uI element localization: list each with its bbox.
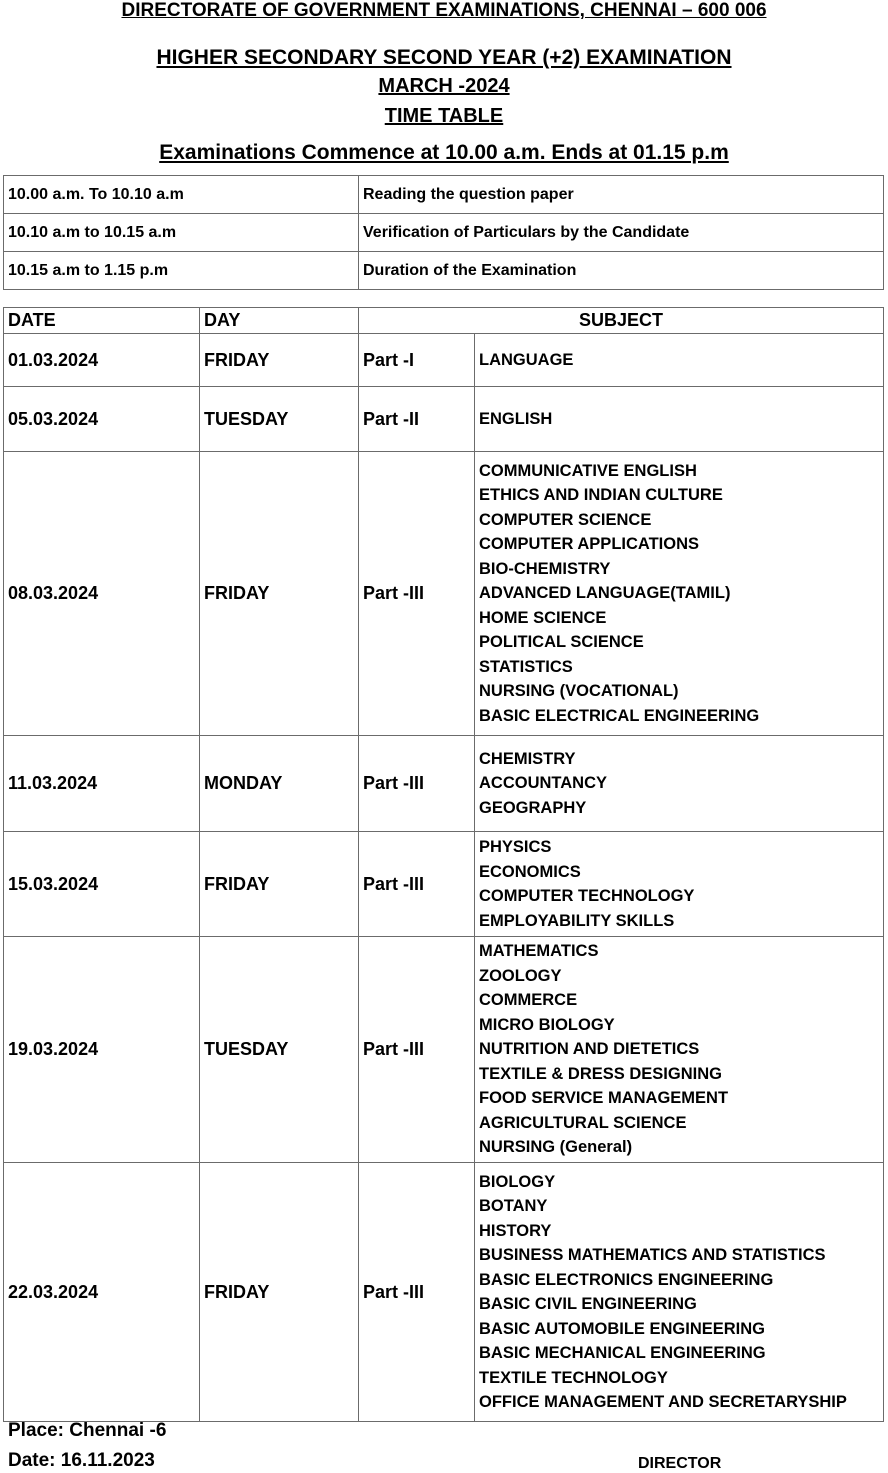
- subject-item: COMPUTER APPLICATIONS: [479, 535, 700, 554]
- exam-day: TUESDAY: [200, 937, 359, 1163]
- timing-row: [4, 252, 884, 290]
- subject-item: BUSINESS MATHEMATICS AND STATISTICS: [479, 1246, 826, 1264]
- signatory-label: DIRECTOR: [638, 1455, 722, 1472]
- subject-item: NURSING (VOCATIONAL): [479, 682, 679, 701]
- subject-item: BASIC MECHANICAL ENGINEERING: [479, 1344, 766, 1362]
- exam-subjects: [475, 832, 884, 937]
- exam-part: Part -III: [359, 937, 475, 1163]
- subject-item: ENGLISH: [479, 409, 553, 428]
- subject-item: AGRICULTURAL SCIENCE: [479, 1113, 687, 1132]
- timing-row: [4, 214, 884, 252]
- subject-item: TEXTILE TECHNOLOGY: [479, 1368, 668, 1387]
- exam-day: FRIDAY: [200, 832, 359, 937]
- subject-item: BASIC AUTOMOBILE ENGINEERING: [479, 1319, 766, 1338]
- timing-activity: Verification of Particulars by the Candidate: [359, 214, 884, 252]
- subject-item: COMMUNICATIVE ENGLISH: [479, 461, 697, 480]
- subject-item: BASIC CIVIL ENGINEERING: [479, 1295, 697, 1313]
- issue-date-label: Date: 16.11.2023: [8, 1450, 155, 1471]
- exam-date: 15.03.2024: [4, 832, 200, 937]
- subject-item: NURSING (General): [479, 1138, 633, 1157]
- schedule-row: [4, 334, 884, 387]
- subject-item: COMPUTER SCIENCE: [479, 510, 652, 529]
- exam-subjects: [475, 1163, 884, 1422]
- day-column-header: DAY: [200, 308, 359, 334]
- place-label: Place: Chennai -6: [8, 1420, 167, 1441]
- exam-day: FRIDAY: [200, 452, 359, 736]
- subject-item: NUTRITION AND DIETETICS: [479, 1040, 700, 1059]
- exam-session: MARCH -2024: [378, 75, 510, 97]
- exam-day: MONDAY: [200, 736, 359, 832]
- exam-subjects: [475, 452, 884, 736]
- exam-part: Part -III: [359, 452, 475, 736]
- doc-type-heading: TIME TABLE: [384, 105, 504, 127]
- timing-activity: Duration of the Examination: [359, 252, 884, 290]
- subject-item: ZOOLOGY: [479, 966, 562, 985]
- subject-item: COMPUTER TECHNOLOGY: [479, 887, 695, 905]
- subject-item: ADVANCED LANGUAGE(TAMIL): [479, 584, 731, 603]
- subject-item: BOTANY: [479, 1197, 548, 1215]
- subject-item: MATHEMATICS: [479, 942, 599, 961]
- exam-date: 08.03.2024: [4, 452, 200, 736]
- subject-item: HOME SCIENCE: [479, 608, 607, 627]
- exam-day: TUESDAY: [200, 387, 359, 452]
- subject-item: STATISTICS: [479, 657, 573, 676]
- timing-time: 10.00 a.m. To 10.10 a.m: [4, 176, 359, 214]
- table-header-row: [4, 308, 884, 334]
- exam-part: Part -II: [359, 387, 475, 452]
- subject-item: PHYSICS: [479, 838, 552, 856]
- exam-day: FRIDAY: [200, 334, 359, 387]
- timing-time: 10.10 a.m to 10.15 a.m: [4, 214, 359, 252]
- subject-item: GEOGRAPHY: [479, 798, 587, 817]
- subject-item: ECONOMICS: [479, 862, 581, 881]
- subject-item: TEXTILE & DRESS DESIGNING: [479, 1064, 722, 1083]
- schedule-row: [4, 452, 884, 736]
- exam-subjects: [475, 387, 884, 452]
- timing-time: 10.15 a.m to 1.15 p.m: [4, 252, 359, 290]
- subject-item: BIOLOGY: [479, 1172, 556, 1191]
- exam-subjects: [475, 736, 884, 832]
- schedule-row: [4, 832, 884, 937]
- exam-date: 19.03.2024: [4, 937, 200, 1163]
- schedule-row: [4, 937, 884, 1163]
- exam-day: FRIDAY: [200, 1163, 359, 1422]
- exam-part: Part -III: [359, 1163, 475, 1422]
- session-timings-table: [3, 175, 884, 290]
- subject-item: HISTORY: [479, 1221, 552, 1240]
- subject-item: FOOD SERVICE MANAGEMENT: [479, 1089, 729, 1108]
- subject-item: COMMERCE: [479, 991, 578, 1010]
- exam-date: 05.03.2024: [4, 387, 200, 452]
- exam-part: Part -III: [359, 832, 475, 937]
- exam-part: Part -III: [359, 736, 475, 832]
- schedule-row: [4, 1163, 884, 1422]
- subject-item: POLITICAL SCIENCE: [479, 633, 644, 652]
- exam-schedule-table: [3, 307, 884, 1422]
- subject-item: BASIC ELECTRICAL ENGINEERING: [479, 706, 760, 725]
- directorate-title: DIRECTORATE OF GOVERNMENT EXAMINATIONS, CHENNAI – 600 006: [121, 0, 767, 21]
- timing-activity: Reading the question paper: [359, 176, 884, 214]
- subject-item: OFFICE MANAGEMENT AND SECRETARYSHIP: [479, 1393, 847, 1411]
- exam-subjects: [475, 937, 884, 1163]
- exam-part: Part -I: [359, 334, 475, 387]
- subject-item: CHEMISTRY: [479, 749, 576, 768]
- subject-item: ETHICS AND INDIAN CULTURE: [479, 486, 723, 505]
- subject-item: BIO-CHEMISTRY: [479, 559, 611, 578]
- exam-date: 01.03.2024: [4, 334, 200, 387]
- exam-name: HIGHER SECONDARY SECOND YEAR (+2) EXAMINATION: [156, 46, 732, 69]
- subject-item: EMPLOYABILITY SKILLS: [479, 911, 675, 930]
- exam-date: 22.03.2024: [4, 1163, 200, 1422]
- schedule-row: [4, 387, 884, 452]
- date-column-header: DATE: [4, 308, 200, 334]
- exam-subjects: [475, 334, 884, 387]
- subject-item: LANGUAGE: [479, 350, 574, 369]
- exam-date: 11.03.2024: [4, 736, 200, 832]
- exam-timing-heading: Examinations Commence at 10.00 a.m. Ends at 01.15 p.m: [159, 141, 729, 164]
- schedule-row: [4, 736, 884, 832]
- subject-column-header: SUBJECT: [359, 308, 884, 334]
- subject-item: ACCOUNTANCY: [479, 774, 608, 793]
- timing-row: [4, 176, 884, 214]
- subject-item: BASIC ELECTRONICS ENGINEERING: [479, 1270, 774, 1289]
- subject-item: MICRO BIOLOGY: [479, 1015, 615, 1034]
